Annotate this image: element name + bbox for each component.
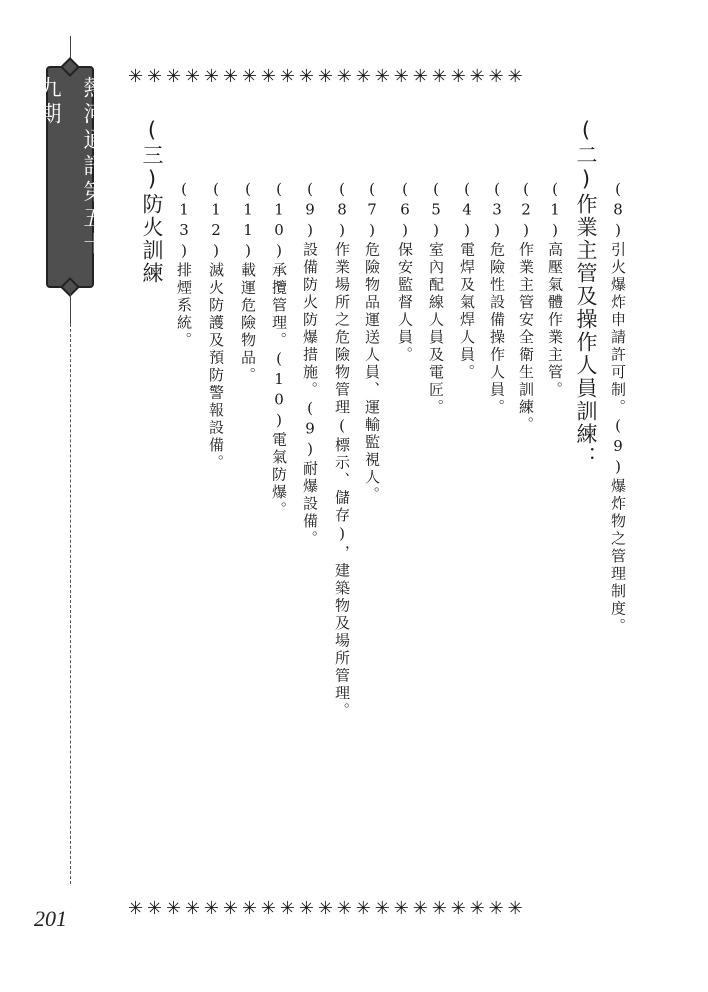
- issue-title-badge: [36, 66, 105, 288]
- list-item: (2)作業主管安全衛生訓練。: [517, 180, 535, 434]
- list-item: (9)設備防火防爆措施。(9)耐爆設備。: [301, 180, 319, 548]
- list-item: (10)承攬管理。(10)電氣防爆。: [270, 180, 288, 519]
- page-number: 201: [34, 906, 67, 931]
- section-heading-2: (二)作業主管及操作人員訓練：: [574, 118, 598, 469]
- issue-title: 熱河通訊第五十九期: [36, 76, 105, 258]
- ornament-row-bottom: ✳✳✳✳✳✳✳✳✳✳✳✳✳✳✳✳✳✳✳✳✳: [128, 898, 527, 919]
- list-item: (13)排煙系統。: [175, 180, 193, 350]
- list-item: (3)危險性設備操作人員。: [488, 180, 506, 417]
- section-heading-3: (三)防火訓練: [140, 118, 164, 285]
- list-item: (4)電焊及氣焊人員。: [458, 180, 476, 382]
- ornament-row-top: ✳✳✳✳✳✳✳✳✳✳✳✳✳✳✳✳✳✳✳✳✳: [128, 66, 527, 87]
- list-item: (1)高壓氣體作業主管。: [546, 180, 564, 399]
- list-item: (8)引火爆炸申請許可制。(9)爆炸物之管理制度。: [609, 180, 627, 636]
- margin-dashed-rule: [70, 324, 71, 884]
- list-item: (6)保安監督人員。: [396, 180, 414, 364]
- margin-rule-mid: [70, 288, 71, 324]
- list-item: (5)室內配線人員及電匠。: [427, 180, 445, 417]
- list-item: (11)載運危險物品。: [239, 180, 257, 385]
- list-item: (12)滅火防護及預防警報設備。: [207, 180, 225, 472]
- list-item: (8)作業場所之危險物管理(標示、儲存)，建築物及場所管理。: [333, 180, 351, 720]
- list-item: (7)危險物品運送人員、運輸監視人。: [363, 180, 381, 504]
